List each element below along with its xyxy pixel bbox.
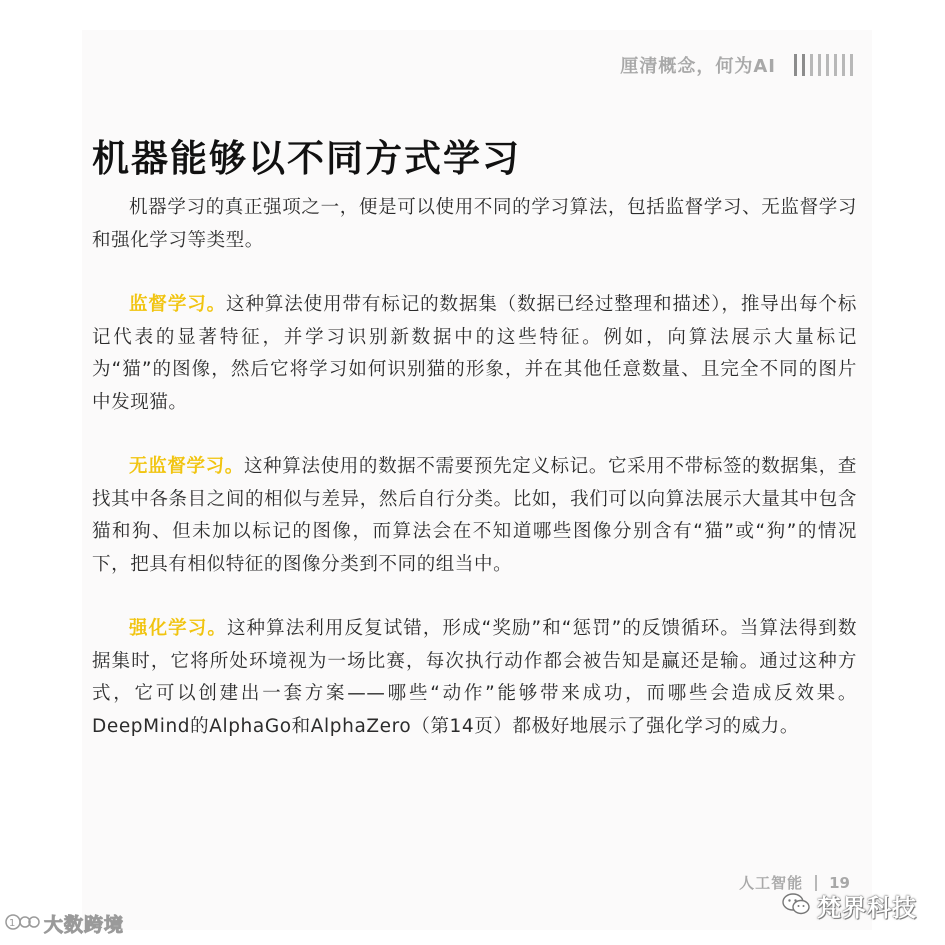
watermark-left [4,910,124,937]
running-header [620,52,853,78]
paragraph-text: 这种算法利用反复试错，形成“奖励”和“惩罚”的反馈循环。当算法得到数据集时，它将所处环境视为一场比赛，每次执行动作都会被告知是赢还是输。通过这种方式，它可以创建出一套方案——哪些“动作”能够带来成功，而哪些会造成反效果。DeepMind的AlphaGo和AlphaZero（第14页）都极好地展示了强化学习的威力。 [92,618,857,737]
header-bar [850,54,853,76]
header-bar [802,54,805,76]
section-header-title: 厘清概念，何为AI [620,56,776,77]
header-bar [826,54,829,76]
paragraph-text: 机器学习的真正强项之一，便是可以使用不同的学习算法，包括监督学习、无监督学习和强化学习等类型。 [92,197,857,251]
header-bar [818,54,821,76]
paragraph-text: 这种算法使用带有标记的数据集（数据已经过整理和描述），推导出每个标记代表的显著特征，并学习识别新数据中的这些特征。例如，向算法展示大量标记为“猫”的图像，然后它将学习如何识别猫的形象，并在其他任意数量、且完全不同的图片中发现猫。 [92,294,857,413]
svg-text:1: 1 [9,917,16,929]
intro-paragraph [92,192,857,257]
header-bar [810,54,813,76]
footer-section-name: 人工智能 [739,874,804,892]
wechat-icon [781,891,811,921]
watermark-text: 梵界科技 [817,894,917,922]
paragraph-keyword: 强化学习。 [129,618,227,639]
watermark-logo-icon [4,911,40,937]
supervised-learning-paragraph [92,289,857,419]
unsupervised-learning-paragraph [92,451,857,581]
page-title: 机器能够以不同方式学习 [92,137,521,180]
watermark-right [781,888,917,923]
header-bar [834,54,837,76]
reinforcement-learning-paragraph [92,613,857,743]
header-bar [794,54,797,76]
page-number: 19 [829,873,850,892]
body-content [92,192,857,775]
paragraph-keyword: 无监督学习。 [129,456,244,477]
paragraph-keyword: 监督学习。 [129,294,227,315]
header-bars-decoration [794,54,853,76]
paragraph-text: 这种算法使用的数据不需要预先定义标记。它采用不带标签的数据集，查找其中各条目之间的相似与差异，然后自行分类。比如，我们可以向算法展示大量其中包含猫和狗、但未加以标记的图像，而算法会在不知道哪些图像分别含有“猫”或“狗”的情况下，把具有相似特征的图像分类到不同的组当中。 [92,456,858,575]
header-bar [842,54,845,76]
watermark-text: 大数跨境 [44,914,125,936]
